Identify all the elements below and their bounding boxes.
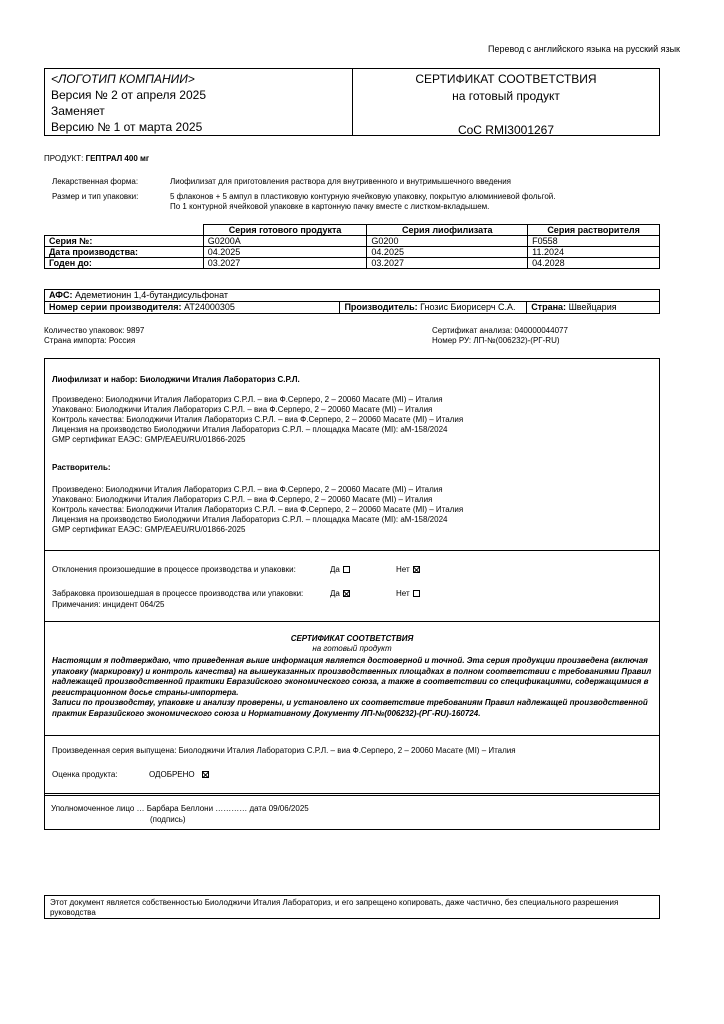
batch-table-header-row xyxy=(45,225,660,236)
header-box xyxy=(44,68,660,136)
list-item: Контроль качества: Биолоджичи Италия Лабораториз С.Р.Л. – виа Ф.Серперо, 2 – 20060 Масате (MI) – Италия xyxy=(52,505,464,514)
translation-note: Перевод с английского языка на русский язык xyxy=(487,44,680,54)
batch-table xyxy=(44,224,660,269)
signature-label: (подпись) xyxy=(150,815,186,824)
batch-row-label: Дата производства: xyxy=(45,247,204,258)
no-label: Нет xyxy=(396,589,410,598)
import-country: Страна импорта: Россия xyxy=(44,336,136,345)
pack-type-value-2: По 1 контурной ячейковой упаковке в картонную пачку вместе с листком-вкладышем. xyxy=(170,202,490,211)
batch-cell: 11.2024 xyxy=(528,247,660,258)
list-item: GMP сертификат ЕАЭС: GMP/EAEU/RU/01866-2025 xyxy=(52,525,246,534)
list-item: Упаковано: Биолоджичи Италия Лабораториз С.Р.Л. – виа Ф.Серперо, 2 – 20060 Масате (MI) – Италия xyxy=(52,495,433,504)
api-batch-value: AT24000305 xyxy=(183,302,235,312)
batch-cell: F0558 xyxy=(528,236,660,247)
batch-header-finished: Серия готового продукта xyxy=(203,225,367,236)
packaging-left xyxy=(44,326,144,346)
api-manufacturer-label: Производитель: xyxy=(344,302,418,312)
rejection-yes xyxy=(330,589,350,599)
table-row xyxy=(45,236,660,247)
api-cell xyxy=(45,290,660,302)
api-value: Адеметионин 1,4-бутандисульфонат xyxy=(74,290,229,300)
no-label: Нет xyxy=(396,565,410,574)
divider xyxy=(45,793,659,794)
main-box xyxy=(44,358,660,796)
packaging-right xyxy=(432,326,568,346)
lyophilizate-title: Лиофилизат и набор: Биолоджичи Италия Лабораториз С.Р.Л. xyxy=(52,375,300,384)
api-manufacturer-value: Гнозис Биорисерч С.А. xyxy=(420,302,516,312)
list-item: GMP сертификат ЕАЭС: GMP/EAEU/RU/01866-2025 xyxy=(52,435,246,444)
api-label: АФС: xyxy=(49,290,73,300)
divider xyxy=(45,550,659,551)
api-batch-cell xyxy=(45,302,340,314)
header-right-cell xyxy=(353,69,659,135)
certificate-paragraph-2: Записи по производству, упаковке и анализу проверены, и установлено их соответствие требованиям Правил надлежащей производственной практик Евразийского экономического союза и Нормативному Документу ЛП-№(006232)-(РГ-RU)-160724. xyxy=(52,698,648,718)
table-row xyxy=(45,290,660,302)
api-country-cell xyxy=(527,302,660,314)
batch-header-lyophilizate: Серия лиофилизата xyxy=(367,225,528,236)
certificate-paragraph-1: Настоящим я подтверждаю, что приведенная выше информация является достоверной и точной. Эта серия продукции произведена (включая упаковку (маркировку) и контроль качества) на вышеуказанных производственных площадках в полном соответствии с требованиями Правил надлежащей производственной практики Евразийского экономического союза, а также в соответствии со спецификациями, содержащимися в регистрационном досье страны-импортера. xyxy=(52,656,652,697)
deviation-no xyxy=(396,565,420,575)
dosage-form-label: Лекарственная форма: xyxy=(52,177,139,186)
yes-label: Да xyxy=(330,589,340,598)
pack-type-label: Размер и тип упаковки: xyxy=(52,192,139,201)
batch-cell: 04.2025 xyxy=(203,247,367,258)
footer-box: Этот документ является собственностью Биолоджичи Италия Лабораториз, и его запрещено копировать, даже частично, без специального разрешения руководства xyxy=(44,895,660,919)
released-by: Произведенная серия выпущена: Биолоджичи Италия Лабораториз С.Р.Л. – виа Ф.Серперо, 2 – 20060 Масате (MI) – Италия xyxy=(52,746,516,755)
deviation-label: Отклонения произошедшие в процессе производства и упаковки: xyxy=(52,565,296,574)
api-table xyxy=(44,289,660,314)
signature-box xyxy=(44,795,660,830)
solvent-title: Растворитель: xyxy=(52,463,111,472)
batch-cell: G0200 xyxy=(367,236,528,247)
replaces-label: Заменяет xyxy=(51,104,105,118)
dosage-form-value: Лиофилизат для приготовления раствора для внутривенного и внутримышечного введения xyxy=(170,177,511,186)
batch-row-label: Годен до: xyxy=(45,258,204,269)
yes-label: Да xyxy=(330,565,340,574)
batch-cell: 03.2027 xyxy=(367,258,528,269)
rejection-no xyxy=(396,589,420,599)
header-left-cell xyxy=(45,69,353,135)
list-item: Контроль качества: Биолоджичи Италия Лабораториз С.Р.Л. – виа Ф.Серперо, 2 – 20060 Масате (MI) – Италия xyxy=(52,415,464,424)
api-batch-label: Номер серии производителя: xyxy=(49,302,182,312)
batch-cell: 04.2028 xyxy=(528,258,660,269)
table-row xyxy=(45,258,660,269)
batch-cell: G0200A xyxy=(203,236,367,247)
qualified-person: Уполномоченное лицо … Барбара Беллони ………… дата 09/06/2025 xyxy=(51,804,309,813)
list-item: Лицензия на производство Биолоджичи Италия Лабораториз С.Р.Л. – площадка Масате (MI): aM-158/2024 xyxy=(52,425,448,434)
registration-number: Номер РУ: ЛП-№(006232)-(РГ-RU) xyxy=(432,336,560,345)
batch-cell: 04.2025 xyxy=(367,247,528,258)
solvent-sites xyxy=(52,485,463,535)
product-name: ГЕПТРАЛ 400 мг xyxy=(85,154,150,163)
list-item: Произведено: Биолоджичи Италия Лабораториз С.Р.Л. – виа Ф.Серперо, 2 – 20060 Масате (MI) – Италия xyxy=(52,395,443,404)
document-title: СЕРТИФИКАТ СООТВЕТСТВИЯ xyxy=(415,72,597,86)
batch-header-solvent: Серия растворителя xyxy=(528,225,660,236)
document-subtitle: на готовый продукт xyxy=(452,89,560,103)
api-country-label: Страна: xyxy=(531,302,567,312)
deviation-yes xyxy=(330,565,350,575)
assessment-value: ОДОБРЕНО xyxy=(149,770,195,779)
approved-checkbox[interactable] xyxy=(202,771,209,778)
list-item: Упаковано: Биолоджичи Италия Лабораториз С.Р.Л. – виа Ф.Серперо, 2 – 20060 Масате (MI) – Италия xyxy=(52,405,433,414)
api-country-value: Швейцария xyxy=(568,302,617,312)
package-quantity: Количество упаковок: 9897 xyxy=(44,326,145,335)
assessment-label: Оценка продукта: xyxy=(52,770,118,779)
rejection-yes-checkbox[interactable] xyxy=(343,590,350,597)
product-label: ПРОДУКТ: xyxy=(44,154,84,163)
list-item: Лицензия на производство Биолоджичи Италия Лабораториз С.Р.Л. – площадка Масате (MI): aM-158/2024 xyxy=(52,515,448,524)
certificate-subtitle: на готовый продукт xyxy=(312,644,392,653)
divider xyxy=(45,621,659,622)
batch-table-corner xyxy=(45,225,204,236)
table-row xyxy=(45,247,660,258)
pack-type-value-1: 5 флаконов + 5 ампул в пластиковую контурную ячейковую упаковку, покрытую алюминиевой фольгой. xyxy=(170,192,556,201)
notes: Примечания: инцидент 064/25 xyxy=(52,600,165,609)
document-code: CoC RMI3001267 xyxy=(457,123,555,137)
list-item: Произведено: Биолоджичи Италия Лабораториз С.Р.Л. – виа Ф.Серперо, 2 – 20060 Масате (MI) – Италия xyxy=(52,485,443,494)
analysis-certificate: Сертификат анализа: 040000044077 xyxy=(432,326,568,335)
batch-cell: 03.2027 xyxy=(203,258,367,269)
batch-row-label: Серия №: xyxy=(45,236,204,247)
lyophilizate-sites xyxy=(52,395,463,445)
certificate-title: СЕРТИФИКАТ СООТВЕТСТВИЯ xyxy=(290,634,414,643)
rejection-no-checkbox[interactable] xyxy=(413,590,420,597)
deviation-yes-checkbox[interactable] xyxy=(343,566,350,573)
deviation-no-checkbox[interactable] xyxy=(413,566,420,573)
table-row xyxy=(45,302,660,314)
product-line xyxy=(44,154,149,163)
replaced-version-text: Версию № 1 от марта 2025 xyxy=(51,120,203,134)
api-manufacturer-cell xyxy=(340,302,527,314)
assessment-value-group xyxy=(149,770,209,780)
divider xyxy=(45,735,659,736)
logo-placeholder: <ЛОГОТИП КОМПАНИИ> xyxy=(51,72,195,86)
version-text: Версия № 2 от апреля 2025 xyxy=(51,88,206,102)
rejection-label: Забраковка произошедшая в процессе производства или упаковки: xyxy=(52,589,304,598)
